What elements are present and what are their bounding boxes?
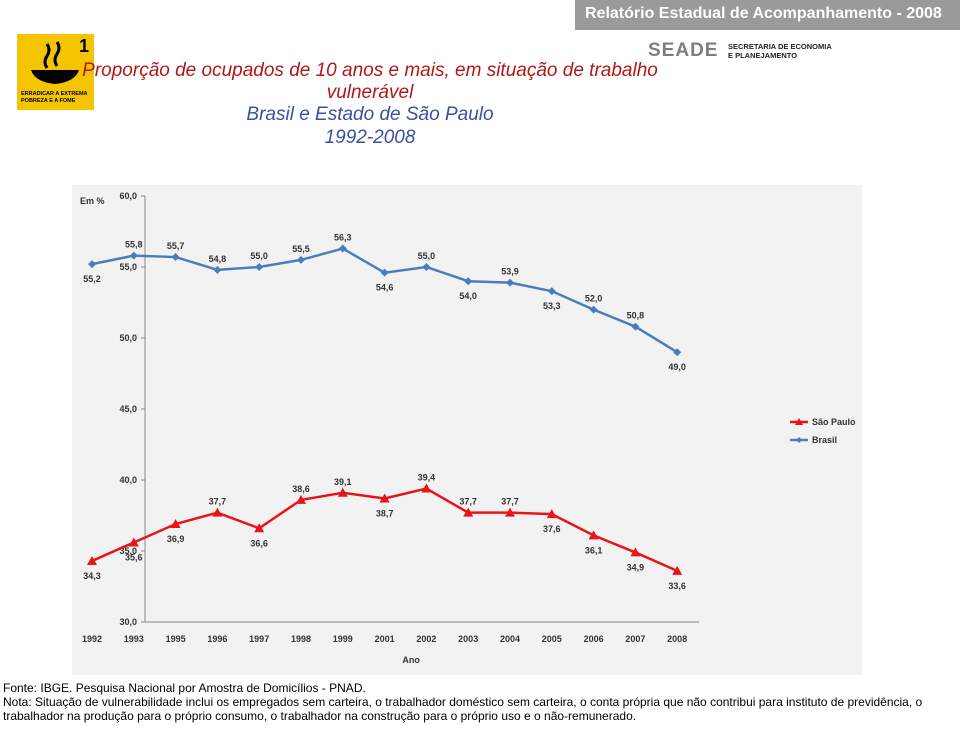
x-tick-label: 2002 <box>416 634 437 644</box>
y-tick-label: 35,0 <box>119 546 137 556</box>
data-point <box>421 484 431 493</box>
chart-subtitle: Brasil e Estado de São Paulo <box>246 104 494 125</box>
x-tick-label: 1996 <box>207 634 228 644</box>
x-tick-label: 2003 <box>458 634 479 644</box>
data-label: 53,9 <box>501 266 519 277</box>
data-point <box>422 263 430 271</box>
data-label: 37,7 <box>208 496 227 507</box>
data-label: 36,1 <box>584 545 603 556</box>
data-point <box>88 260 96 268</box>
chart-title <box>0 60 740 104</box>
data-label: 54,6 <box>375 282 394 293</box>
data-label: 56,3 <box>334 232 352 243</box>
legend-label: Brasil <box>812 435 838 445</box>
x-tick-label: 1993 <box>123 634 144 644</box>
y-tick-label: 40,0 <box>119 475 137 485</box>
data-label: 55,8 <box>125 239 143 250</box>
data-label: 55,7 <box>166 241 185 252</box>
data-point <box>464 277 472 285</box>
data-label: 34,9 <box>626 562 645 573</box>
data-label: 55,0 <box>417 251 436 261</box>
x-tick-label: 2001 <box>374 634 395 644</box>
y-tick-label: 45,0 <box>119 404 137 414</box>
data-point <box>172 253 180 261</box>
data-label: 55,2 <box>83 274 101 285</box>
footnote: Nota: Situação de vulnerabilidade inclui os empregados sem carteira, o trabalhador doméstico sem carteira, o conta própria que não contribui para instituto de previdência, o trabalhador na produção para o próprio consumo, o trabalhador na construção para o próprio uso e o não-remunerado. <box>3 695 923 723</box>
chart-years: 1992-2008 <box>324 127 416 148</box>
data-label: 50,8 <box>626 310 645 321</box>
x-tick-label: 1995 <box>165 634 186 644</box>
data-label: 54,8 <box>208 253 227 264</box>
y-tick-label: 50,0 <box>119 333 137 343</box>
data-point <box>506 279 514 287</box>
chart-area <box>72 185 862 675</box>
secretaria-line1: SECRETARIA DE ECONOMIA <box>728 42 832 51</box>
goal-text-line1: ERRADICAR A EXTREMA <box>21 91 88 97</box>
x-tick-label: 1992 <box>81 634 103 644</box>
source-note: Fonte: IBGE. Pesquisa Nacional por Amostra de Domicílios - PNAD. <box>3 681 366 695</box>
data-label: 54,0 <box>459 291 477 302</box>
title-line1: Proporção de ocupados de 10 anos e mais, em situação de trabalho <box>82 60 658 81</box>
data-point <box>255 263 263 271</box>
data-label: 37,7 <box>459 496 477 507</box>
y-tick-label: 30,0 <box>119 617 137 627</box>
secretaria-line2: E PLANEJAMENTO <box>728 51 798 60</box>
data-label: 52,0 <box>584 293 603 304</box>
data-label: 53,3 <box>543 301 561 312</box>
x-tick-label: 2004 <box>499 634 521 644</box>
legend-marker <box>796 437 802 443</box>
data-label: 55,5 <box>292 243 310 254</box>
x-tick-label: 2008 <box>667 634 688 644</box>
data-label: 39,1 <box>334 476 352 487</box>
data-label: 37,7 <box>501 496 519 507</box>
data-label: 49,0 <box>668 362 686 373</box>
title-line2: vulnerável <box>326 82 414 103</box>
seade-logo: SEADE <box>648 40 719 61</box>
x-tick-label: 2006 <box>583 634 604 644</box>
x-tick-label: 2005 <box>541 634 562 644</box>
data-point <box>213 266 221 274</box>
x-tick-label: 2007 <box>625 634 646 644</box>
data-label: 39,4 <box>417 472 436 483</box>
x-axis-label: Ano <box>402 655 420 665</box>
report-title: Relatório Estadual de Acompanhamento - 2008 <box>585 5 942 22</box>
data-label: 38,7 <box>375 508 394 519</box>
data-point <box>212 508 222 517</box>
y-axis-label: Em % <box>80 196 105 206</box>
data-point <box>548 287 556 295</box>
data-point <box>130 252 138 260</box>
legend-label: São Paulo <box>812 417 856 427</box>
data-label: 36,9 <box>166 534 185 545</box>
x-tick-label: 1998 <box>290 634 312 644</box>
data-point <box>297 256 305 264</box>
y-tick-label: 60,0 <box>119 191 137 201</box>
data-label: 35,6 <box>125 552 143 563</box>
goal-number: 1 <box>78 36 89 56</box>
x-tick-label: 1999 <box>332 634 353 644</box>
goal-text-line2: POBREZA E A FOME <box>21 98 76 104</box>
data-label: 38,6 <box>292 483 310 494</box>
line-chart <box>72 185 862 675</box>
x-tick-label: 1997 <box>249 634 270 644</box>
data-point <box>590 306 598 314</box>
data-label: 37,6 <box>543 524 561 535</box>
data-label: 34,3 <box>83 570 101 581</box>
data-label: 33,6 <box>668 580 686 591</box>
y-tick-label: 55,0 <box>119 262 137 272</box>
data-label: 55,0 <box>250 251 268 261</box>
secretaria-logo <box>728 42 832 60</box>
data-label: 36,6 <box>250 538 268 549</box>
